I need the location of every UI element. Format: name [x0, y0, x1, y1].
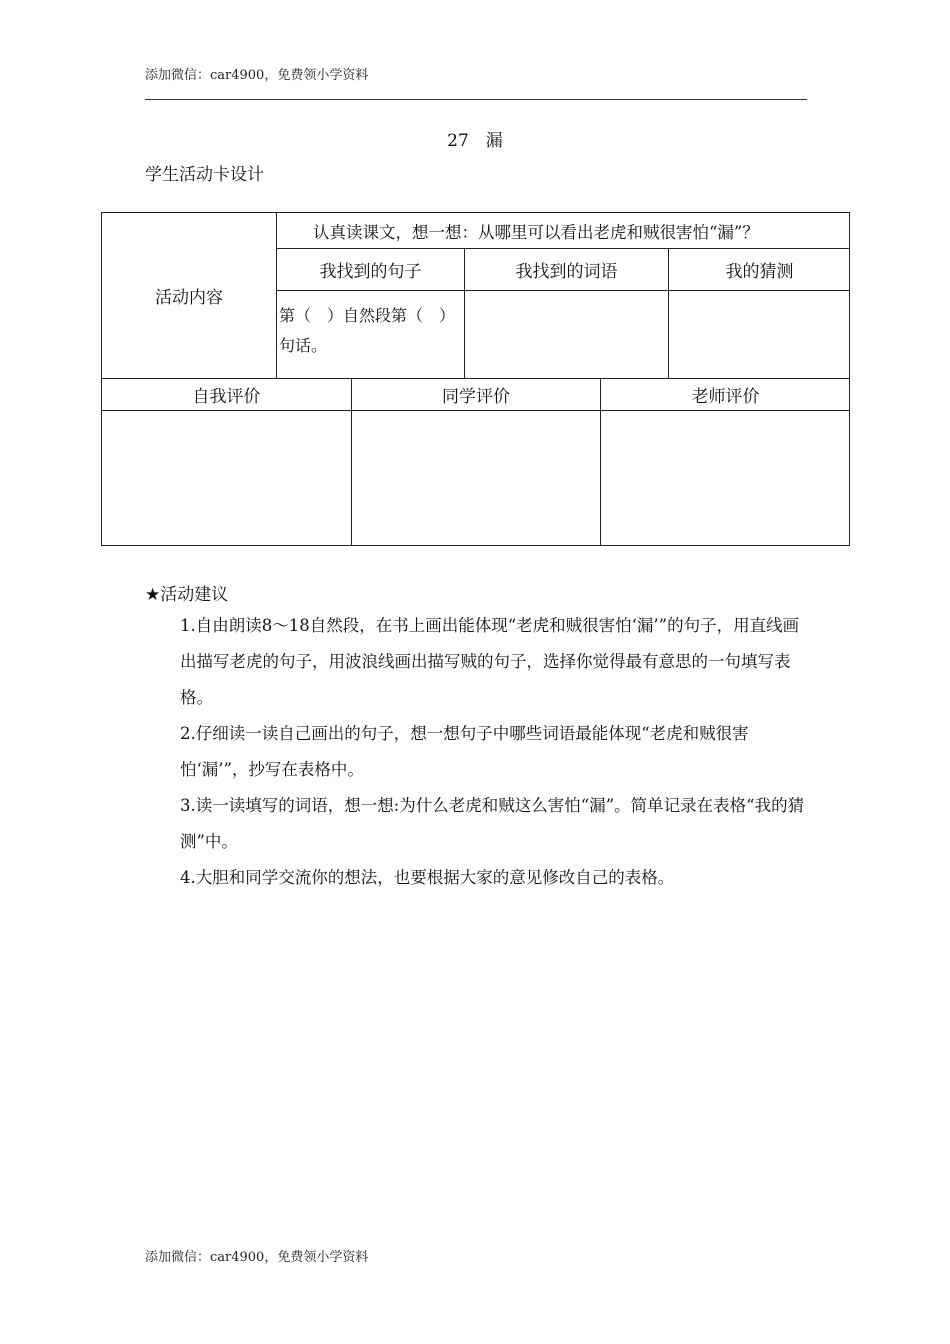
suggestion-item: [145, 860, 809, 896]
eval-cell-peer[interactable]: [352, 411, 600, 545]
page-subtitle: 学生活动卡设计: [145, 165, 264, 185]
eval-header-teacher: 老师评价: [691, 386, 760, 407]
activity-content-label: 活动内容: [155, 288, 223, 308]
header-divider: [145, 99, 807, 100]
header-contact: 添加微信：car4900，免费领小学资料: [145, 68, 369, 83]
suggestion-text: 3.读一读填写的词语，想一想:为什么老虎和贼这么害怕“漏”。简单记录在表格“我的猜测”中。: [180, 796, 805, 851]
suggestion-text: 4.大胆和同学交流你的想法，也要根据大家的意见修改自己的表格。: [180, 868, 675, 887]
eval-header-self: 自我评价: [192, 386, 261, 407]
column-header-sentence: 我找到的句子: [319, 262, 422, 282]
words-answer-cell[interactable]: [465, 291, 668, 378]
page-title: 27 漏: [447, 131, 503, 151]
activity-question: 认真读课文，想一想：从哪里可以看出老虎和贼很害怕“漏”？: [313, 222, 759, 242]
column-header-words: 我找到的词语: [515, 262, 618, 282]
column-header-guess: 我的猜测: [725, 262, 794, 282]
suggestion-text: 2.仔细读一读自己画出的句子，想一想句子中哪些词语最能体现“老虎和贼很害怕‘漏’”，抄写在表格中。: [180, 724, 749, 779]
eval-header-peer: 同学评价: [442, 386, 510, 407]
suggestion-text: 1.自由朗读8～18自然段，在书上画出能体现“老虎和贼很害怕‘漏’”的句子，用直线画出描写老虎的句子，用波浪线画出描写贼的句子，选择你觉得最有意思的一句填写表格。: [180, 616, 800, 707]
suggestion-item: [145, 788, 809, 860]
footer-contact: 添加微信：car4900，免费领小学资料: [145, 1250, 369, 1265]
suggestions-heading: ★活动建议: [145, 585, 229, 605]
activity-card-table: [101, 212, 850, 546]
eval-cell-teacher[interactable]: [601, 411, 850, 545]
sentence-fill-prompt: 第（ ）自然段第（ ）句话。: [279, 306, 456, 355]
guess-answer-cell[interactable]: [669, 291, 850, 378]
eval-cell-self[interactable]: [102, 411, 351, 545]
suggestion-item: [145, 608, 809, 716]
suggestion-item: [145, 716, 809, 788]
